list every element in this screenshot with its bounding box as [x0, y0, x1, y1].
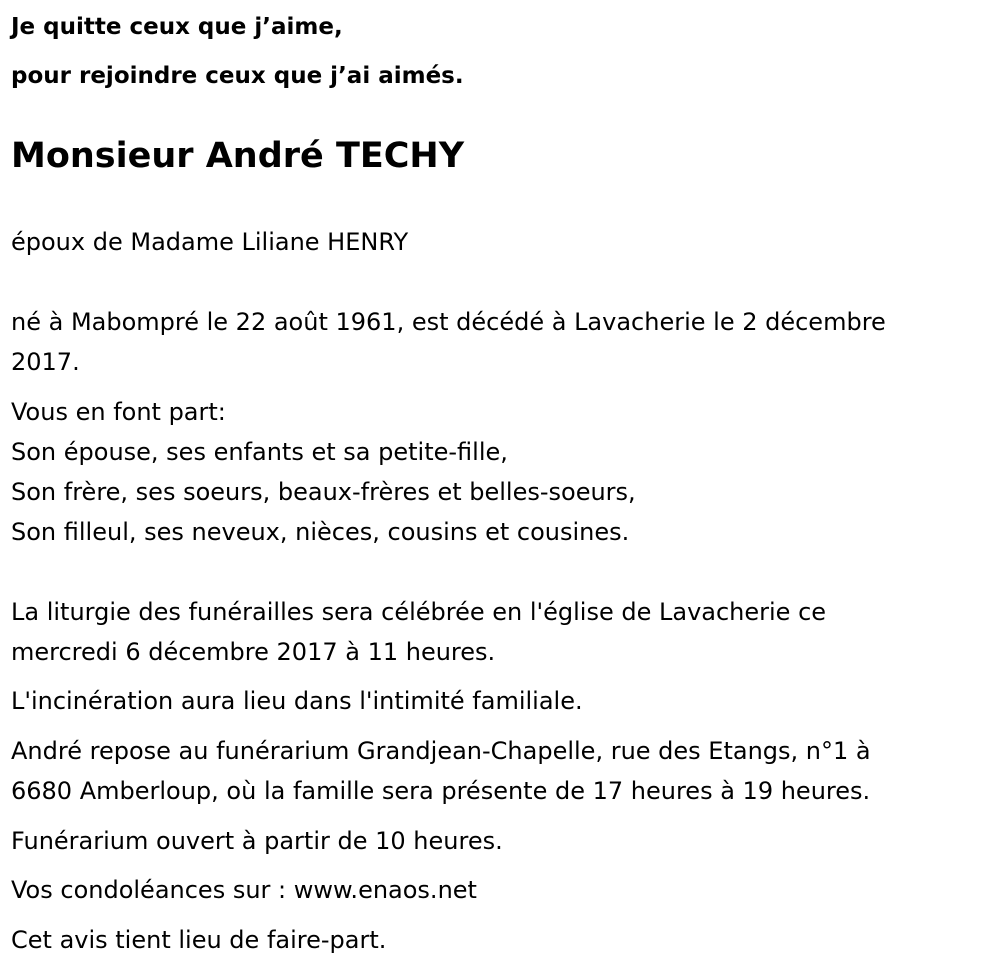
funeral-home-line-1: André repose au funérarium Grandjean-Chapelle, rue des Etangs, n°1 à — [11, 737, 871, 765]
birth-death-line-1: né à Mabompré le 22 août 1961, est décédé à Lavacherie le 2 décembre — [11, 308, 886, 336]
epigraph-line-2: pour rejoindre ceux que j’ai aimés. — [11, 63, 464, 89]
epigraph-line-1: Je quitte ceux que j’aime, — [11, 14, 343, 40]
condolences-line: Vos condoléances sur : www.enaos.net — [11, 876, 477, 904]
family-line: Son épouse, ses enfants et sa petite-fille, — [11, 438, 508, 466]
spouse-line: époux de Madame Liliane HENRY — [11, 228, 409, 256]
liturgy-line-2: mercredi 6 décembre 2017 à 11 heures. — [11, 638, 496, 666]
birth-death-line-2: 2017. — [11, 348, 80, 376]
family-line: Son frère, ses soeurs, beaux-frères et belles-soeurs, — [11, 478, 636, 506]
liturgy-line-1: La liturgie des funérailles sera célébrée en l'église de Lavacherie ce — [11, 598, 827, 626]
cremation-line: L'incinération aura lieu dans l'intimité familiale. — [11, 687, 583, 715]
announcement-intro: Vous en font part: — [11, 398, 226, 426]
notice-line: Cet avis tient lieu de faire-part. — [11, 926, 387, 954]
funeral-home-line-2: 6680 Amberloup, où la famille sera présente de 17 heures à 19 heures. — [11, 777, 871, 805]
deceased-name-title: Monsieur André TECHY — [11, 136, 465, 176]
opening-hours-line: Funérarium ouvert à partir de 10 heures. — [11, 827, 503, 855]
family-line: Son filleul, ses neveux, nièces, cousins et cousines. — [11, 518, 630, 546]
